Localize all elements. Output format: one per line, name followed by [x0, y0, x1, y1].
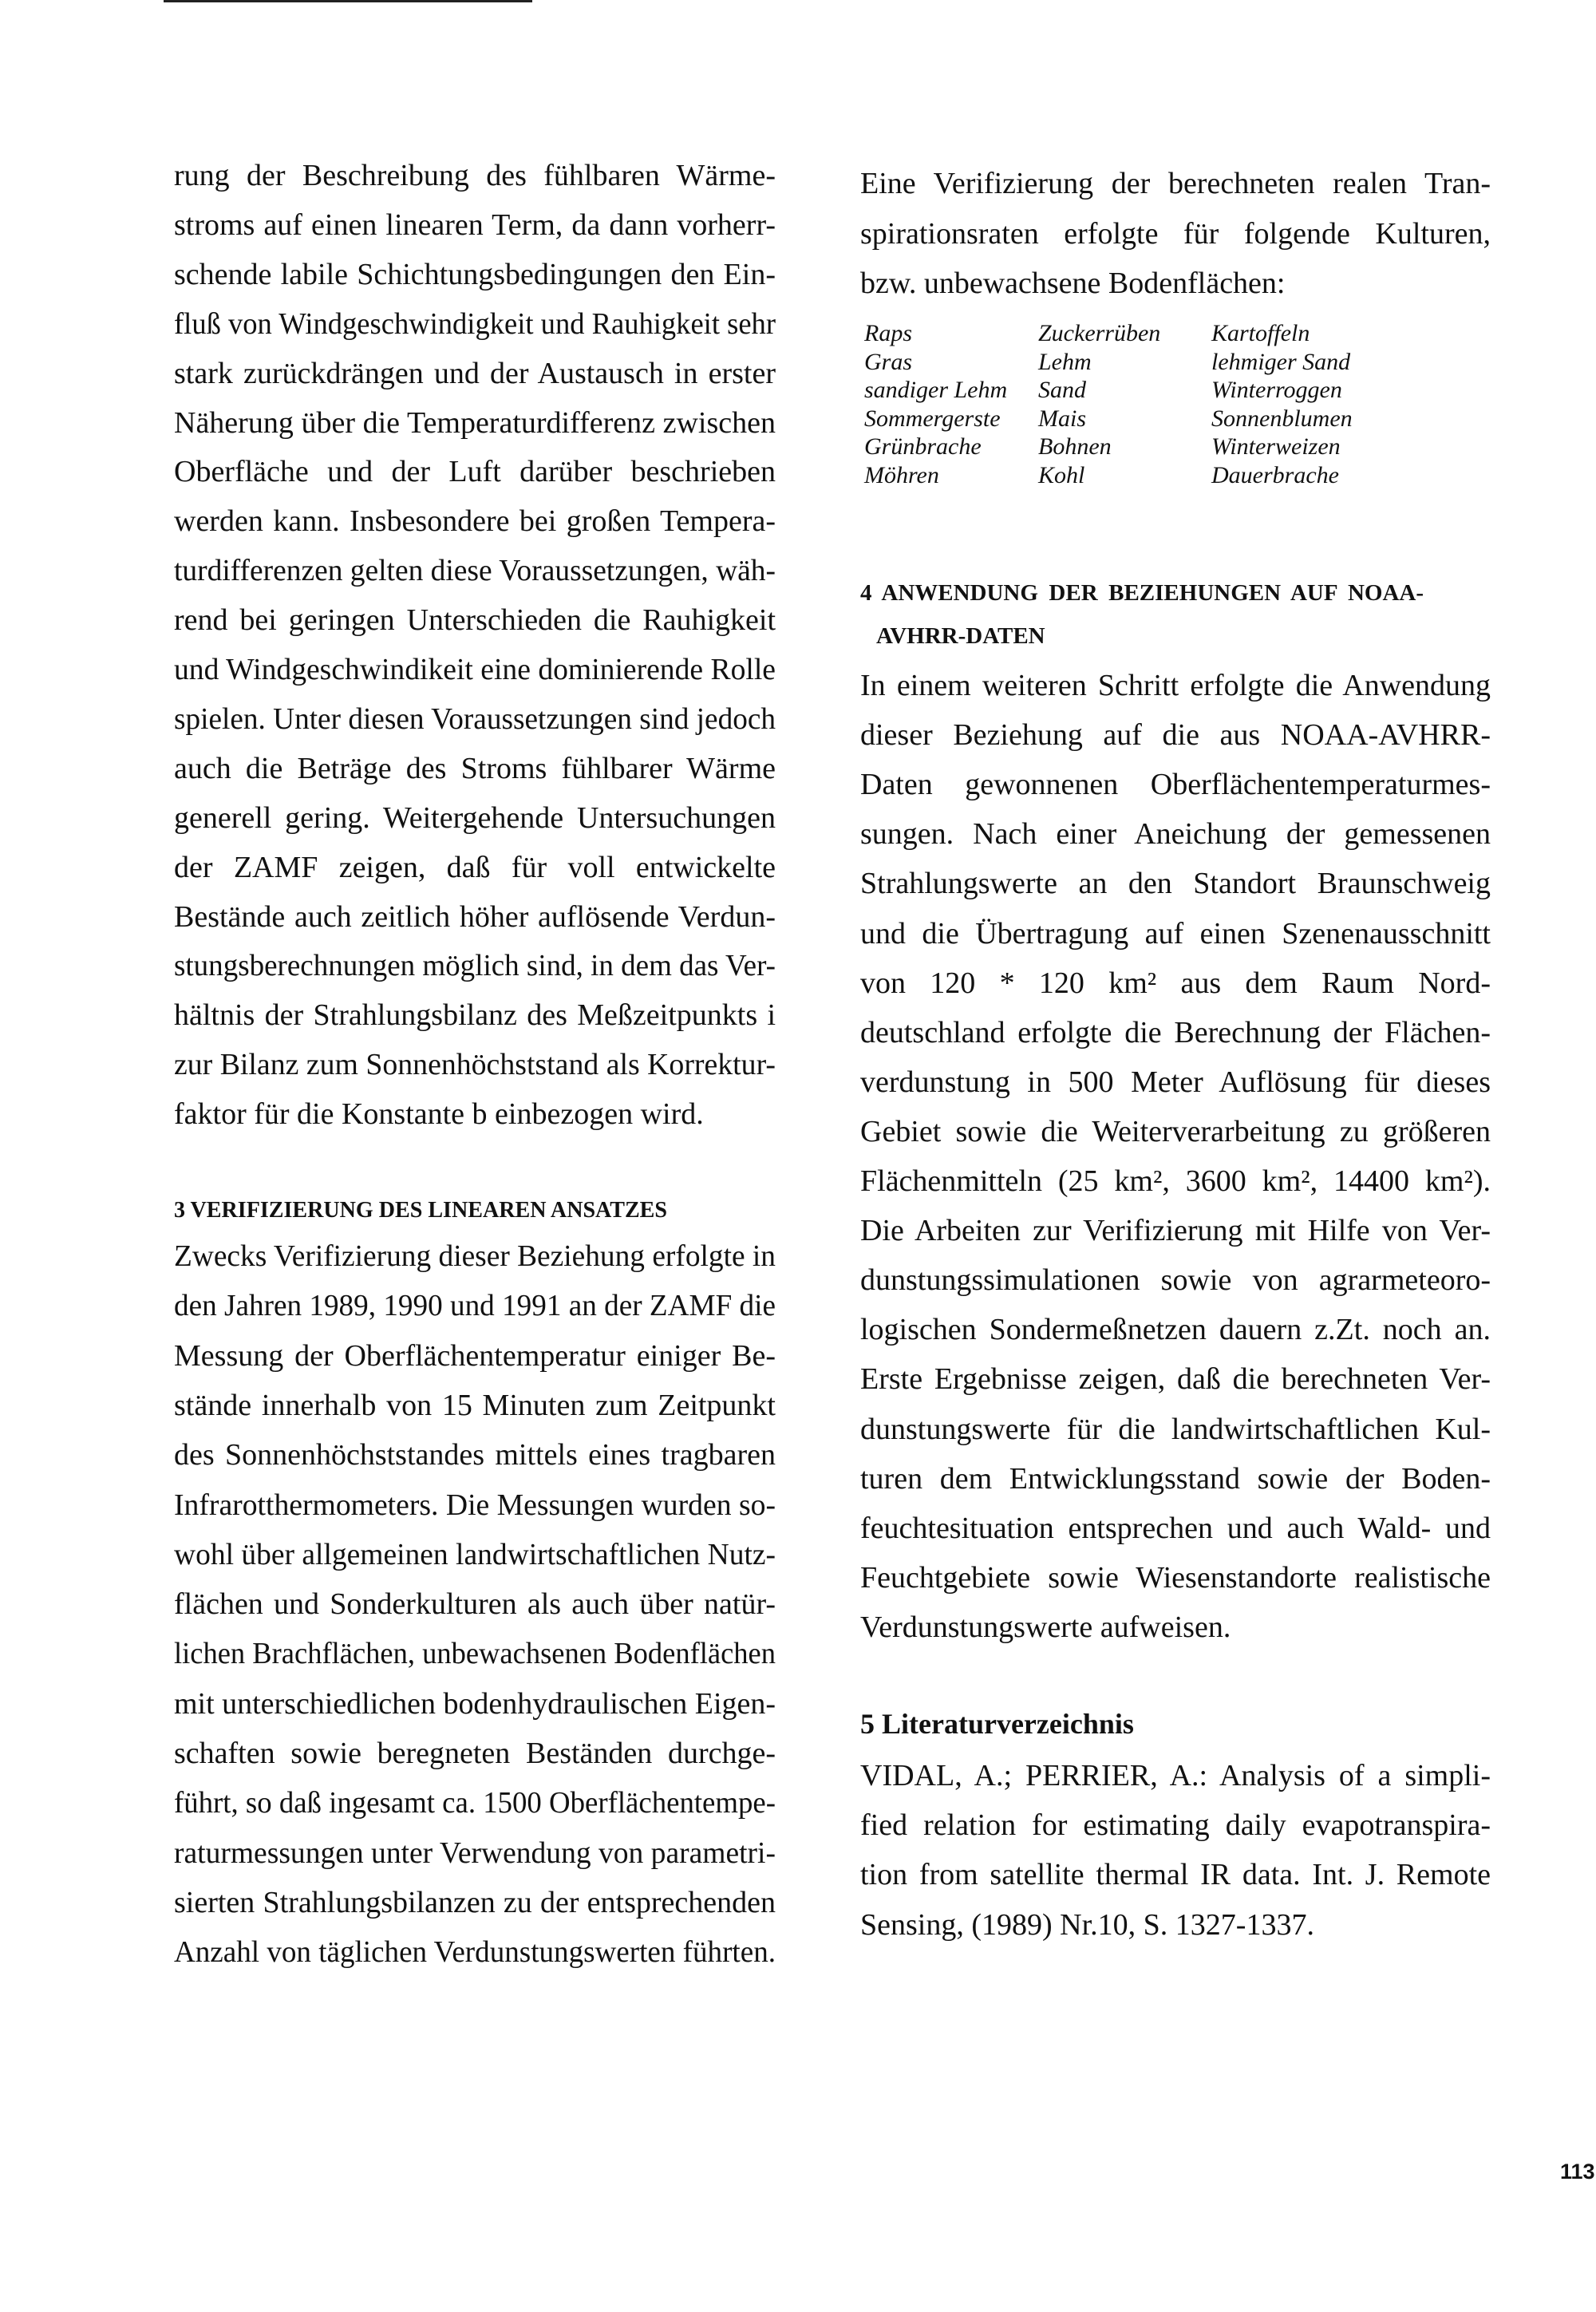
body-line: logischen Sondermeßnetzen dauern z.Zt. noch an.: [860, 1313, 1491, 1347]
body-line: fluß von Windgeschwindigkeit und Rauhigkeit sehr: [174, 306, 776, 341]
body-line: sungen. Nach einer Aneichung der gemessenen: [860, 817, 1491, 852]
crop-item: Mais: [1038, 405, 1086, 432]
body-line: bzw. unbewachsene Bodenflächen:: [860, 267, 1286, 300]
body-line: In einem weiteren Schritt erfolgte die Anwendung: [860, 669, 1491, 702]
crop-item: Dauerbrache: [1211, 461, 1339, 488]
body-line: feuchtesituation entsprechen und auch Wald- und: [860, 1511, 1491, 1545]
crop-item: Möhren: [864, 461, 939, 488]
body-line: schende labile Schichtungsbedingungen den Ein-: [174, 257, 776, 291]
reference-line: Sensing, (1989) Nr.10, S. 1327-1337.: [860, 1907, 1314, 1942]
body-line: spirationsraten erfolgte für folgende Kulturen,: [860, 216, 1491, 251]
crop-item: Gras: [864, 348, 913, 375]
body-line: mit unterschiedlichen bodenhydraulischen Eigen-: [174, 1686, 776, 1721]
section-heading-4: 4 ANWENDUNG DER BEZIEHUNGEN AUF NOAA-: [860, 580, 1424, 606]
body-line: zur Bilanz zum Sonnenhöchststand als Korrektur-: [174, 1048, 776, 1082]
crop-item: Winterweizen: [1211, 433, 1341, 460]
body-line: faktor für die Konstante b einbezogen wird.: [174, 1097, 704, 1132]
body-line: stände innerhalb von 15 Minuten zum Zeitpunkt: [174, 1388, 776, 1422]
body-line: Zwecks Verifizierung dieser Beziehung erfolgte in: [174, 1239, 776, 1273]
reference-line: VIDAL, A.; PERRIER, A.: Analysis of a simpli-: [860, 1759, 1491, 1792]
reference-line: tion from satellite thermal IR data. Int. J. Remote: [860, 1858, 1491, 1892]
body-line: flächen und Sonderkulturen als auch über natür-: [174, 1587, 776, 1622]
body-line: sierten Strahlungsbilanzen zu der entsprechenden: [174, 1885, 776, 1919]
body-line: von 120 * 120 km² aus dem Raum Nord-: [860, 966, 1491, 1000]
crop-item: Bohnen: [1038, 433, 1112, 460]
crop-item: Kartoffeln: [1211, 320, 1310, 346]
body-line: Näherung über die Temperaturdifferenz zwischen: [174, 405, 776, 440]
crop-item: Winterroggen: [1211, 377, 1342, 403]
body-line: wohl über allgemeinen landwirtschaftlichen Nutz-: [174, 1537, 776, 1571]
right-column: [860, 0, 1491, 2312]
crop-item: Zuckerrüben: [1038, 320, 1161, 346]
body-line: Verdunstungswerte aufweisen.: [860, 1610, 1231, 1644]
section-heading-4-cont: AVHRR-DATEN: [876, 623, 1045, 649]
crop-item: Grünbrache: [864, 433, 982, 460]
body-line: deutschland erfolgte die Berechnung der Flächen-: [860, 1015, 1491, 1049]
body-line: Erste Ergebnisse zeigen, daß die berechneten Ver-: [860, 1362, 1491, 1397]
crop-item: sandiger Lehm: [864, 377, 1008, 403]
body-line: Flächenmitteln (25 km², 3600 km², 14400 km²).: [860, 1164, 1491, 1198]
body-line: führt, so daß ingesamt ca. 1500 Oberflächentempe-: [174, 1786, 776, 1820]
body-line: lichen Brachflächen, unbewachsenen Bodenflächen: [174, 1637, 776, 1671]
body-line: Anzahl von täglichen Verdunstungswerten führten.: [174, 1935, 776, 1970]
body-line: generell gering. Weitergehende Untersuchungen: [174, 800, 776, 835]
crop-item: lehmiger Sand: [1211, 348, 1351, 375]
body-line: dunstungswerte für die landwirtschaftlichen Kul-: [860, 1412, 1491, 1446]
crop-item: Sonnenblumen: [1211, 405, 1353, 432]
body-line: des Sonnenhöchststandes mittels eines tragbaren: [174, 1438, 776, 1472]
body-line: Gebiet sowie die Weiterverarbeitung zu größeren: [860, 1114, 1491, 1148]
section-heading-3: 3 VERIFIZIERUNG DES LINEAREN ANSATZES: [174, 1197, 667, 1223]
body-line: raturmessungen unter Verwendung von parametri-: [174, 1836, 776, 1870]
reference-line: fied relation for estimating daily evapotranspira-: [860, 1808, 1491, 1843]
body-line: verdunstung in 500 Meter Auflösung für dieses: [860, 1065, 1491, 1099]
crop-item: Kohl: [1038, 461, 1085, 488]
body-line: dieser Beziehung auf die aus NOAA-AVHRR-: [860, 718, 1491, 753]
left-column: [174, 0, 776, 2312]
body-line: rung der Beschreibung des fühlbaren Wärme-: [174, 159, 776, 192]
crop-item: Sand: [1038, 377, 1086, 403]
body-line: spielen. Unter diesen Voraussetzungen sind jedoch: [174, 702, 776, 736]
crop-item: Sommergerste: [864, 405, 1001, 432]
body-line: stungsberechnungen möglich sind, in dem das Ver-: [174, 949, 776, 983]
crop-item: Lehm: [1038, 348, 1092, 375]
body-line: werden kann. Insbesondere bei großen Tempera-: [174, 504, 776, 539]
crop-item: Raps: [864, 320, 912, 346]
body-line: Eine Verifizierung der berechneten realen Tran-: [860, 167, 1491, 200]
section-heading-5: 5 Literaturverzeichnis: [860, 1708, 1134, 1740]
body-line: auch die Beträge des Stroms fühlbarer Wärme: [174, 751, 776, 785]
body-line: dunstungssimulationen sowie von agrarmeteoro-: [860, 1263, 1491, 1298]
body-line: stroms auf einen linearen Term, da dann vorherr-: [174, 207, 776, 242]
body-line: Strahlungswerte an den Standort Braunschweig: [860, 867, 1491, 901]
body-line: hältnis der Strahlungsbilanz des Meßzeitpunkts i: [174, 998, 776, 1033]
body-line: der ZAMF zeigen, daß für voll entwickelte: [174, 850, 776, 884]
body-line: und die Übertragung auf einen Szenenausschnitt: [860, 916, 1491, 950]
body-line: und Windgeschwindikeit eine dominierende Rolle: [174, 653, 776, 686]
body-line: schaften sowie beregneten Beständen durchge-: [174, 1737, 776, 1770]
body-line: Oberfläche und der Luft darüber beschrieben: [174, 455, 776, 489]
body-line: Feuchtgebiete sowie Wiesenstandorte realistische: [860, 1560, 1491, 1595]
body-line: Bestände auch zeitlich höher auflösende Verdun-: [174, 899, 776, 934]
body-line: Messung der Oberflächentemperatur einiger Be-: [174, 1338, 776, 1373]
body-line: turdifferenzen gelten diese Voraussetzungen, wäh-: [174, 554, 776, 588]
body-line: turen dem Entwicklungsstand sowie der Boden-: [860, 1461, 1491, 1496]
body-line: rend bei geringen Unterschieden die Rauhigkeit: [174, 603, 776, 638]
body-line: den Jahren 1989, 1990 und 1991 an der ZAMF die: [174, 1289, 776, 1323]
page-number: 113: [1560, 2160, 1595, 2184]
body-line: Daten gewonnenen Oberflächentemperaturmes-: [860, 768, 1491, 802]
body-line: Die Arbeiten zur Verifizierung mit Hilfe von Ver-: [860, 1214, 1491, 1248]
body-line: Infrarotthermometers. Die Messungen wurden so-: [174, 1488, 776, 1522]
body-line: stark zurückdrängen und der Austausch in erster: [174, 356, 776, 390]
